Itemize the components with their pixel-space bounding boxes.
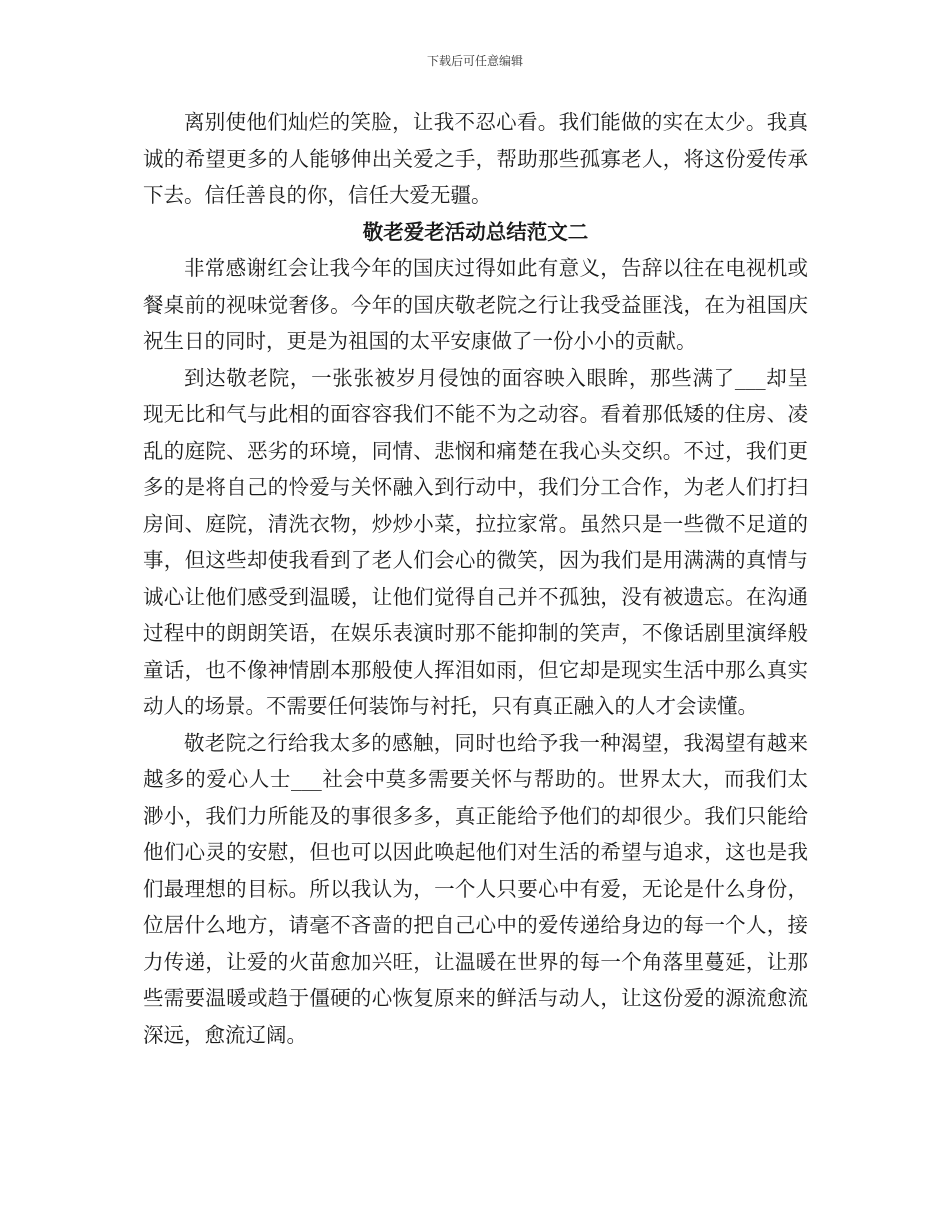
section-title: 敬老爱老活动总结范文二 — [362, 219, 589, 244]
paragraph: 敬老院之行给我太多的感触，同时也给予我一种渴望，我渴望有越来越多的爱心人士___社会中莫多需要关怀与帮助的。世界太大，而我们太渺小，我们力所能及的事很多多，真正能给予他们的却很少。我们只能给他们心灵的安慰，但也可以因此唤起他们对生活的希望与追求，这也是我们最理想的目标。所以我认为，一个人只要心中有爱，无论是什么身份，位居什么地方，请毫不吝啬的把自己心中的爱传递给身边的每一个人，接力传递，让爱的火苗愈加兴旺，让温暖在世界的每一个角落里蔓延，让那些需要温暖或趋于僵硬的心恢复原来的鲜活与动人，让这份爱的源流愈流深远，愈流辽阔。 — [143, 730, 808, 1047]
paragraph: 离别使他们灿烂的笑脸，让我不忍心看。我们能做的实在太少。我真诚的希望更多的人能够伸出关爱之手，帮助那些孤寡老人，将这份爱传承下去。信任善良的你，信任大爱无疆。 — [143, 110, 808, 207]
paragraph: 非常感谢红会让我今年的国庆过得如此有意义，告辞以往在电视机或餐桌前的视味觉奢侈。今年的国庆敬老院之行让我受益匪浅，在为祖国庆祝生日的同时，更是为祖国的太平安康做了一份小小的贡献。 — [143, 256, 808, 353]
paragraph: 到达敬老院，一张张被岁月侵蚀的面容映入眼眸，那些满了___却呈现无比和气与此相的面容容我们不能不为之动容。看着那低矮的住房、凌乱的庭院、恶劣的环境，同情、悲悯和痛楚在我心头交织。不过，我们更多的是将自己的怜爱与关怀融入到行动中，我们分工合作，为老人们打扫房间、庭院，清洗衣物，炒炒小菜，拉拉家常。虽然只是一些微不足道的事，但这些却使我看到了老人们会心的微笑，因为我们是用满满的真情与诚心让他们感受到温暖，让他们觉得自己并不孤独，没有被遗忘。在沟通过程中的朗朗笑语，在娱乐表演时那不能抑制的笑声，不像话剧里演绎般童话，也不像神情剧本那般使人挥泪如雨，但它却是现实生活中那么真实动人的场景。不需要任何装饰与衬托，只有真正融入的人才会读懂。 — [143, 365, 808, 718]
page-header-note: 下载后可任意编辑 — [426, 54, 523, 68]
document-body — [143, 104, 808, 1053]
